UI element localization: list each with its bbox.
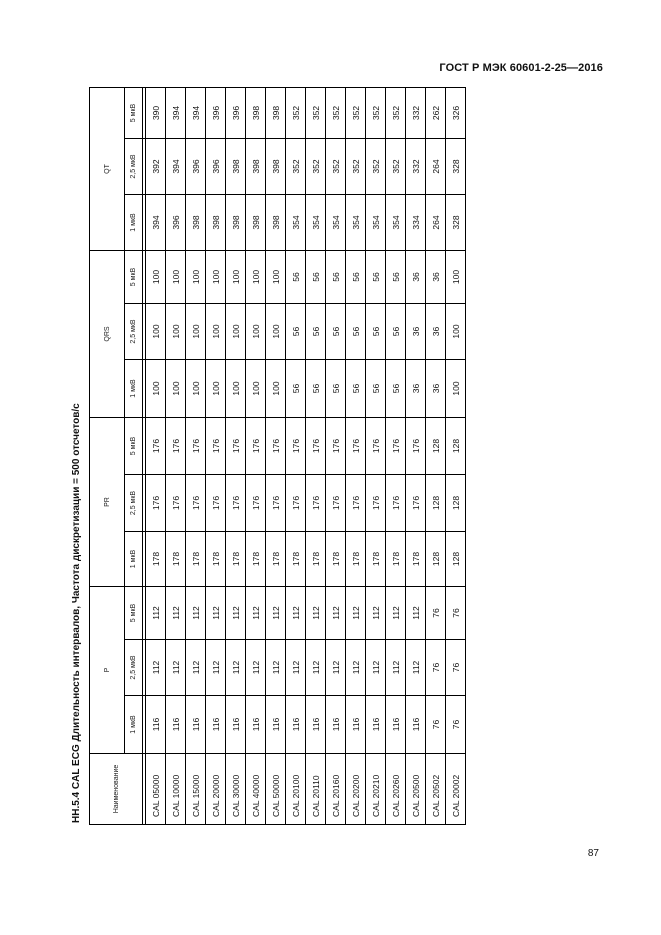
cell-pr-2-5uv: 128 xyxy=(446,475,466,532)
cell-qt-1uv: 398 xyxy=(266,195,286,251)
cell-qt-2-5uv: 264 xyxy=(426,139,446,195)
cell-qrs-2-5uv: 56 xyxy=(306,304,326,360)
cell-pr-1uv: 178 xyxy=(366,532,386,587)
cell-p-5uv: 112 xyxy=(306,587,326,640)
cell-p-5uv: 112 xyxy=(186,587,206,640)
table-row xyxy=(186,88,206,825)
cell-qt-2-5uv: 352 xyxy=(286,139,306,195)
cell-qt-1uv: 354 xyxy=(346,195,366,251)
cell-pr-5uv: 128 xyxy=(426,418,446,475)
cell-qrs-5uv: 56 xyxy=(306,251,326,304)
subheader-qrs-5uv: 5 мкВ xyxy=(125,251,143,304)
table-row xyxy=(166,88,186,825)
cell-p-1uv: 116 xyxy=(206,696,226,754)
cell-qrs-2-5uv: 100 xyxy=(146,304,166,360)
cell-p-5uv: 112 xyxy=(246,587,266,640)
subheader-qt-2-5uv: 2,5 мкВ xyxy=(125,139,143,195)
cell-p-1uv: 116 xyxy=(266,696,286,754)
cell-p-1uv: 76 xyxy=(446,696,466,754)
cell-qt-5uv: 352 xyxy=(306,88,326,139)
cell-qrs-5uv: 100 xyxy=(166,251,186,304)
cell-qrs-1uv: 100 xyxy=(146,360,166,418)
cell-p-5uv: 112 xyxy=(346,587,366,640)
subheader-p-1uv: 1 мкВ xyxy=(125,696,143,754)
cell-p-5uv: 112 xyxy=(146,587,166,640)
cell-qt-2-5uv: 352 xyxy=(306,139,326,195)
cell-pr-5uv: 176 xyxy=(286,418,306,475)
cell-pr-5uv: 176 xyxy=(386,418,406,475)
cell-p-5uv: 112 xyxy=(226,587,246,640)
cell-qt-5uv: 262 xyxy=(426,88,446,139)
cell-qrs-5uv: 56 xyxy=(366,251,386,304)
cell-pr-1uv: 178 xyxy=(386,532,406,587)
cell-qrs-2-5uv: 36 xyxy=(426,304,446,360)
row-name-cell: CAL 20260 xyxy=(386,754,406,825)
cell-p-2-5uv: 76 xyxy=(426,640,446,696)
cell-qrs-5uv: 100 xyxy=(206,251,226,304)
cell-pr-1uv: 178 xyxy=(226,532,246,587)
cell-pr-5uv: 176 xyxy=(346,418,366,475)
subheader-qrs-1uv: 1 мкВ xyxy=(125,360,143,418)
cell-qrs-5uv: 100 xyxy=(266,251,286,304)
cell-qrs-1uv: 100 xyxy=(206,360,226,418)
cell-qt-2-5uv: 392 xyxy=(146,139,166,195)
cell-qt-1uv: 398 xyxy=(246,195,266,251)
cell-p-5uv: 112 xyxy=(406,587,426,640)
cell-pr-2-5uv: 176 xyxy=(406,475,426,532)
cell-qt-2-5uv: 398 xyxy=(226,139,246,195)
cell-qt-5uv: 398 xyxy=(266,88,286,139)
table-row xyxy=(266,88,286,825)
cell-qt-2-5uv: 398 xyxy=(246,139,266,195)
group-header-pr: PR xyxy=(90,418,125,587)
cell-p-2-5uv: 112 xyxy=(406,640,426,696)
cell-pr-5uv: 176 xyxy=(406,418,426,475)
cell-pr-5uv: 176 xyxy=(186,418,206,475)
cell-qt-1uv: 396 xyxy=(166,195,186,251)
cell-p-1uv: 116 xyxy=(286,696,306,754)
cell-p-2-5uv: 112 xyxy=(346,640,366,696)
cell-qrs-1uv: 100 xyxy=(166,360,186,418)
cell-qt-2-5uv: 352 xyxy=(386,139,406,195)
subheader-p-5uv: 5 мкВ xyxy=(125,587,143,640)
cell-pr-2-5uv: 128 xyxy=(426,475,446,532)
cell-qrs-1uv: 36 xyxy=(406,360,426,418)
cell-qt-1uv: 354 xyxy=(326,195,346,251)
cell-qrs-1uv: 36 xyxy=(426,360,446,418)
cell-pr-5uv: 176 xyxy=(366,418,386,475)
row-name-cell: CAL 50000 xyxy=(266,754,286,825)
cell-pr-2-5uv: 176 xyxy=(246,475,266,532)
interval-duration-table xyxy=(89,87,466,825)
table-caption: НН.5.4 CAL ECG Длительность интервалов, Частота дискретизации = 500 отсчетов/с xyxy=(71,403,82,823)
cell-pr-5uv: 176 xyxy=(246,418,266,475)
cell-pr-1uv: 128 xyxy=(426,532,446,587)
cell-qrs-1uv: 100 xyxy=(246,360,266,418)
cell-pr-1uv: 178 xyxy=(146,532,166,587)
subheader-p-2-5uv: 2,5 мкВ xyxy=(125,640,143,696)
group-header-qt: QT xyxy=(90,88,125,251)
rotated-table-block xyxy=(71,88,466,825)
table-row xyxy=(246,88,266,825)
cell-p-2-5uv: 112 xyxy=(386,640,406,696)
table-row xyxy=(386,88,406,825)
cell-pr-5uv: 176 xyxy=(266,418,286,475)
cell-qrs-1uv: 100 xyxy=(266,360,286,418)
table-row xyxy=(206,88,226,825)
row-name-cell: CAL 20200 xyxy=(346,754,366,825)
cell-qrs-5uv: 36 xyxy=(406,251,426,304)
subheader-pr-2-5uv: 2,5 мкВ xyxy=(125,475,143,532)
cell-p-2-5uv: 112 xyxy=(306,640,326,696)
cell-qt-2-5uv: 352 xyxy=(326,139,346,195)
row-name-cell: CAL 30000 xyxy=(226,754,246,825)
cell-pr-1uv: 178 xyxy=(266,532,286,587)
cell-p-2-5uv: 112 xyxy=(226,640,246,696)
cell-p-1uv: 116 xyxy=(146,696,166,754)
page-number: 87 xyxy=(587,848,599,859)
cell-qrs-1uv: 56 xyxy=(286,360,306,418)
cell-qrs-2-5uv: 100 xyxy=(446,304,466,360)
cell-qrs-2-5uv: 56 xyxy=(366,304,386,360)
cell-qt-2-5uv: 398 xyxy=(266,139,286,195)
cell-qt-5uv: 394 xyxy=(186,88,206,139)
cell-pr-2-5uv: 176 xyxy=(226,475,246,532)
cell-pr-1uv: 178 xyxy=(246,532,266,587)
row-name-cell: CAL 20000 xyxy=(206,754,226,825)
cell-qrs-5uv: 100 xyxy=(226,251,246,304)
cell-qt-1uv: 354 xyxy=(366,195,386,251)
row-name-cell: CAL 20100 xyxy=(286,754,306,825)
cell-pr-5uv: 176 xyxy=(326,418,346,475)
cell-qt-5uv: 332 xyxy=(406,88,426,139)
cell-qrs-2-5uv: 100 xyxy=(206,304,226,360)
cell-pr-5uv: 128 xyxy=(446,418,466,475)
cell-pr-2-5uv: 176 xyxy=(146,475,166,532)
cell-qrs-2-5uv: 100 xyxy=(226,304,246,360)
cell-qrs-5uv: 56 xyxy=(326,251,346,304)
cell-qt-5uv: 352 xyxy=(326,88,346,139)
row-name-cell: CAL 20110 xyxy=(306,754,326,825)
cell-pr-2-5uv: 176 xyxy=(326,475,346,532)
subheader-pr-1uv: 1 мкВ xyxy=(125,532,143,587)
cell-qrs-5uv: 36 xyxy=(426,251,446,304)
cell-qrs-1uv: 56 xyxy=(386,360,406,418)
cell-qrs-1uv: 56 xyxy=(306,360,326,418)
cell-p-1uv: 116 xyxy=(306,696,326,754)
table-row xyxy=(446,88,466,825)
cell-pr-5uv: 176 xyxy=(226,418,246,475)
cell-qt-2-5uv: 332 xyxy=(406,139,426,195)
cell-qrs-1uv: 56 xyxy=(326,360,346,418)
cell-qt-5uv: 396 xyxy=(206,88,226,139)
cell-pr-2-5uv: 176 xyxy=(286,475,306,532)
cell-qt-1uv: 394 xyxy=(146,195,166,251)
cell-qt-1uv: 354 xyxy=(306,195,326,251)
cell-qrs-1uv: 100 xyxy=(186,360,206,418)
cell-p-2-5uv: 112 xyxy=(286,640,306,696)
row-name-cell: CAL 10000 xyxy=(166,754,186,825)
cell-pr-1uv: 178 xyxy=(306,532,326,587)
row-name-cell: CAL 20500 xyxy=(406,754,426,825)
table-row xyxy=(406,88,426,825)
cell-qt-1uv: 354 xyxy=(286,195,306,251)
cell-p-2-5uv: 112 xyxy=(186,640,206,696)
cell-p-2-5uv: 112 xyxy=(206,640,226,696)
cell-p-1uv: 76 xyxy=(426,696,446,754)
cell-qrs-2-5uv: 100 xyxy=(246,304,266,360)
cell-qt-5uv: 352 xyxy=(386,88,406,139)
cell-qt-1uv: 398 xyxy=(206,195,226,251)
cell-qrs-2-5uv: 56 xyxy=(386,304,406,360)
cell-qrs-2-5uv: 100 xyxy=(166,304,186,360)
table-row xyxy=(286,88,306,825)
row-name-cell: CAL 20160 xyxy=(326,754,346,825)
table-row xyxy=(326,88,346,825)
row-name-cell: CAL 05000 xyxy=(146,754,166,825)
group-header-qrs: QRS xyxy=(90,251,125,418)
cell-p-5uv: 76 xyxy=(446,587,466,640)
cell-p-1uv: 116 xyxy=(406,696,426,754)
cell-pr-2-5uv: 176 xyxy=(366,475,386,532)
cell-qt-5uv: 394 xyxy=(166,88,186,139)
document-code-header: ГОСТ Р МЭК 60601-2-25—2016 xyxy=(439,62,603,74)
cell-qrs-5uv: 56 xyxy=(286,251,306,304)
cell-pr-1uv: 178 xyxy=(206,532,226,587)
cell-p-5uv: 76 xyxy=(426,587,446,640)
cell-pr-2-5uv: 176 xyxy=(346,475,366,532)
cell-p-1uv: 116 xyxy=(186,696,206,754)
cell-pr-1uv: 178 xyxy=(186,532,206,587)
cell-p-5uv: 112 xyxy=(326,587,346,640)
table-row xyxy=(346,88,366,825)
cell-p-5uv: 112 xyxy=(286,587,306,640)
cell-qrs-1uv: 56 xyxy=(346,360,366,418)
cell-qt-1uv: 354 xyxy=(386,195,406,251)
cell-pr-5uv: 176 xyxy=(206,418,226,475)
subheader-qrs-2-5uv: 2,5 мкВ xyxy=(125,304,143,360)
cell-qrs-5uv: 100 xyxy=(186,251,206,304)
cell-pr-5uv: 176 xyxy=(146,418,166,475)
group-header-p: P xyxy=(90,587,125,754)
cell-p-5uv: 112 xyxy=(206,587,226,640)
cell-qrs-5uv: 100 xyxy=(146,251,166,304)
cell-qt-5uv: 398 xyxy=(246,88,266,139)
row-name-cell: CAL 20210 xyxy=(366,754,386,825)
cell-qt-5uv: 352 xyxy=(346,88,366,139)
row-name-cell: CAL 40000 xyxy=(246,754,266,825)
cell-p-1uv: 116 xyxy=(366,696,386,754)
cell-pr-1uv: 178 xyxy=(286,532,306,587)
table-row xyxy=(146,88,166,825)
cell-qt-2-5uv: 396 xyxy=(186,139,206,195)
cell-qrs-2-5uv: 100 xyxy=(266,304,286,360)
cell-p-5uv: 112 xyxy=(386,587,406,640)
table-row xyxy=(306,88,326,825)
cell-p-2-5uv: 112 xyxy=(166,640,186,696)
table-group-header-row xyxy=(90,88,125,825)
subheader-pr-5uv: 5 мкВ xyxy=(125,418,143,475)
cell-p-1uv: 116 xyxy=(226,696,246,754)
cell-p-2-5uv: 112 xyxy=(326,640,346,696)
cell-p-5uv: 112 xyxy=(166,587,186,640)
name-column-header: Наименование xyxy=(90,754,143,825)
cell-p-1uv: 116 xyxy=(346,696,366,754)
cell-qrs-5uv: 100 xyxy=(446,251,466,304)
table-body xyxy=(143,88,466,825)
subheader-qt-5uv: 5 мкВ xyxy=(125,88,143,139)
cell-pr-2-5uv: 176 xyxy=(386,475,406,532)
cell-qt-5uv: 352 xyxy=(286,88,306,139)
cell-qrs-2-5uv: 56 xyxy=(286,304,306,360)
cell-qrs-5uv: 56 xyxy=(346,251,366,304)
cell-qt-1uv: 328 xyxy=(446,195,466,251)
cell-qt-5uv: 396 xyxy=(226,88,246,139)
cell-qt-1uv: 398 xyxy=(226,195,246,251)
cell-qt-1uv: 398 xyxy=(186,195,206,251)
cell-pr-2-5uv: 176 xyxy=(266,475,286,532)
cell-qrs-2-5uv: 100 xyxy=(186,304,206,360)
cell-qt-1uv: 334 xyxy=(406,195,426,251)
cell-p-5uv: 112 xyxy=(266,587,286,640)
cell-pr-2-5uv: 176 xyxy=(166,475,186,532)
cell-pr-1uv: 178 xyxy=(166,532,186,587)
cell-qrs-2-5uv: 56 xyxy=(326,304,346,360)
cell-pr-1uv: 178 xyxy=(326,532,346,587)
cell-qrs-5uv: 100 xyxy=(246,251,266,304)
cell-p-1uv: 116 xyxy=(166,696,186,754)
cell-p-1uv: 116 xyxy=(246,696,266,754)
cell-qt-2-5uv: 352 xyxy=(366,139,386,195)
cell-p-2-5uv: 112 xyxy=(146,640,166,696)
cell-pr-1uv: 178 xyxy=(346,532,366,587)
cell-pr-1uv: 178 xyxy=(406,532,426,587)
cell-qt-5uv: 326 xyxy=(446,88,466,139)
cell-qt-2-5uv: 396 xyxy=(206,139,226,195)
cell-p-2-5uv: 112 xyxy=(366,640,386,696)
cell-qt-5uv: 352 xyxy=(366,88,386,139)
row-name-cell: CAL 20002 xyxy=(446,754,466,825)
subheader-qt-1uv: 1 мкВ xyxy=(125,195,143,251)
cell-pr-2-5uv: 176 xyxy=(206,475,226,532)
row-name-cell: CAL 20502 xyxy=(426,754,446,825)
cell-pr-2-5uv: 176 xyxy=(186,475,206,532)
cell-qrs-1uv: 100 xyxy=(446,360,466,418)
cell-pr-2-5uv: 176 xyxy=(306,475,326,532)
cell-p-2-5uv: 112 xyxy=(266,640,286,696)
cell-qt-1uv: 264 xyxy=(426,195,446,251)
cell-p-1uv: 116 xyxy=(386,696,406,754)
table-row xyxy=(426,88,446,825)
cell-qrs-2-5uv: 36 xyxy=(406,304,426,360)
row-name-cell: CAL 15000 xyxy=(186,754,206,825)
cell-qrs-2-5uv: 56 xyxy=(346,304,366,360)
cell-qt-2-5uv: 328 xyxy=(446,139,466,195)
table-subheader-row xyxy=(125,88,143,825)
table-row xyxy=(226,88,246,825)
cell-p-2-5uv: 112 xyxy=(246,640,266,696)
cell-p-2-5uv: 76 xyxy=(446,640,466,696)
table-row xyxy=(366,88,386,825)
cell-qrs-1uv: 100 xyxy=(226,360,246,418)
cell-p-5uv: 112 xyxy=(366,587,386,640)
cell-pr-1uv: 128 xyxy=(446,532,466,587)
cell-qrs-1uv: 56 xyxy=(366,360,386,418)
cell-qt-2-5uv: 394 xyxy=(166,139,186,195)
cell-qt-5uv: 390 xyxy=(146,88,166,139)
cell-pr-5uv: 176 xyxy=(306,418,326,475)
cell-pr-5uv: 176 xyxy=(166,418,186,475)
cell-p-1uv: 116 xyxy=(326,696,346,754)
cell-qrs-5uv: 56 xyxy=(386,251,406,304)
cell-qt-2-5uv: 352 xyxy=(346,139,366,195)
